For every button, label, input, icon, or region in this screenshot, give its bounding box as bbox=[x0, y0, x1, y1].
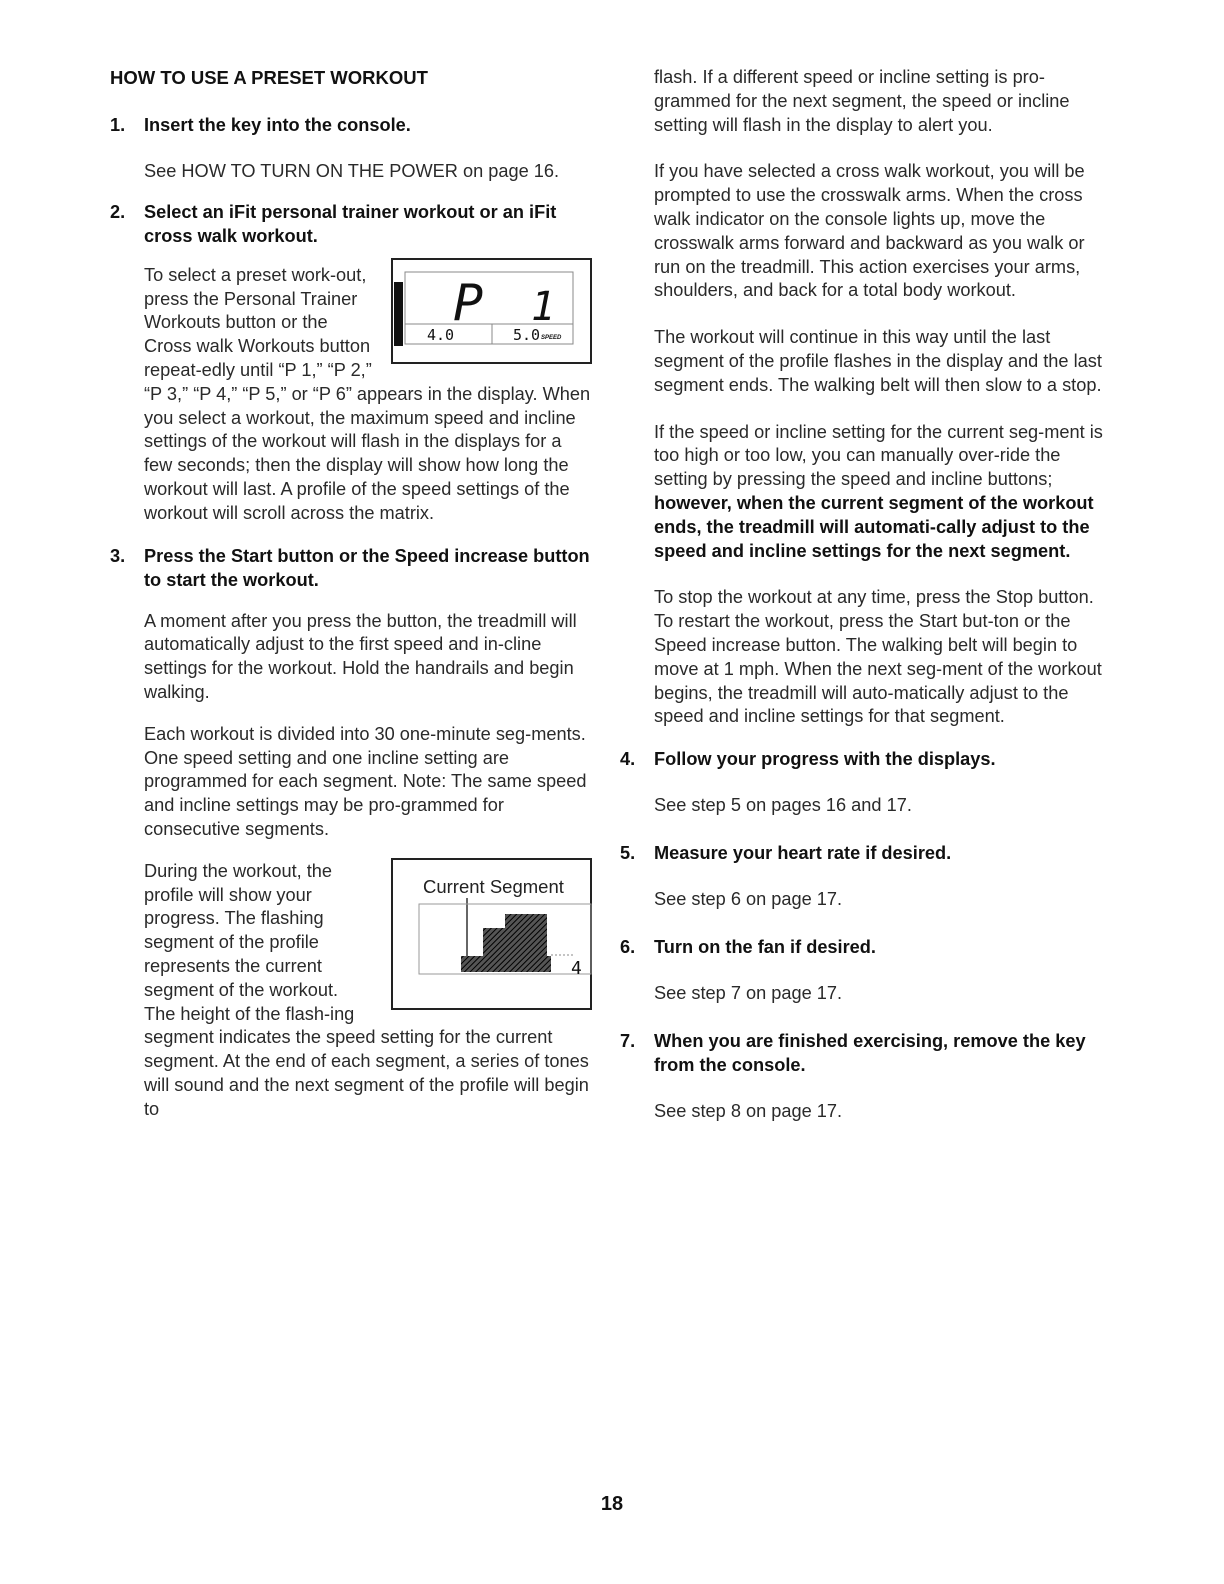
step-3 bbox=[110, 544, 592, 592]
step-4 bbox=[620, 747, 1110, 771]
step-number: 3. bbox=[110, 545, 126, 566]
right-paragraph-2: If you have selected a cross walk workout, you will be prompted to use the crosswalk arms. When the cross walk indicator on the console lights up, move the crosswalk arms forward and backward as you walk or run on the treadmill. This action exercises your arms, shoulders, and back for a total body workout. bbox=[654, 161, 1085, 301]
step-5-text: See step 6 on page 17. bbox=[654, 888, 843, 909]
step-number: 2. bbox=[110, 201, 126, 222]
step-1 bbox=[110, 113, 592, 137]
step-number: 6. bbox=[620, 936, 636, 957]
speed-label: SPEED bbox=[541, 334, 562, 341]
console-display-illustration bbox=[391, 258, 592, 364]
step-6 bbox=[620, 935, 1110, 959]
step-number: 1. bbox=[110, 115, 126, 135]
step-number: 7. bbox=[620, 1030, 636, 1051]
step-7 bbox=[620, 1029, 1110, 1077]
profile-value-fragment: 4 bbox=[571, 957, 582, 979]
step-title: Select an iFit personal trainer workout or an iFit cross walk workout. bbox=[144, 201, 557, 246]
step-number: 5. bbox=[620, 842, 636, 863]
right-paragraph-5: To stop the workout at any time, press the Stop button. To restart the workout, press the Start but-ton or the Speed increase button. The walking belt will begin to move at 1 mph. When the next seg-ment of the workout begins, the treadmill will auto-matically adjust to the speed and incline settings for that segment. bbox=[654, 587, 1102, 727]
console-display-figure bbox=[391, 258, 592, 369]
display-frame bbox=[392, 259, 591, 363]
right-column bbox=[620, 66, 1110, 1123]
right-paragraph-3: The workout will continue in this way until the last segment of the profile flashes in the display and the last segment ends. The walking belt will then slow to a stop. bbox=[654, 327, 1102, 395]
step-3-paragraph-3: During the workout, the profile will show your progress. The flashing segment of the profile represents the current segment of the workout. The height of the flash-ing segment indicates the speed setting for the current segment. At the end of each segment, a series of tones will sound and the next segment of the profile will begin to bbox=[144, 860, 589, 1119]
program-number: 1 bbox=[531, 283, 556, 330]
step-title: Press the Start button or the Speed increase button to start the workout. bbox=[144, 545, 590, 590]
page-number: 18 bbox=[600, 1493, 624, 1515]
step-3-paragraph-1: A moment after you press the button, the treadmill will automatically adjust to the first speed and in-cline settings for the workout. Hold the handrails and begin walking. bbox=[144, 610, 577, 702]
profile-display-figure bbox=[391, 858, 592, 1015]
override-warning: however, when the current segment of the workout ends, the treadmill will automati-cally adjust to the speed and incline settings for the next segment. bbox=[654, 492, 1094, 561]
override-text: If the speed or incline setting for the current seg-ment is too high or too low, you can manually over-ride the setting by pressing the speed and incline buttons; bbox=[654, 421, 1103, 490]
step-number: 4. bbox=[620, 749, 636, 770]
current-segment-label: Current Segment bbox=[423, 875, 564, 897]
step-4-text: See step 5 on pages 16 and 17. bbox=[654, 795, 912, 816]
profile-display-illustration bbox=[391, 858, 592, 1010]
step-1-text: See HOW TO TURN ON THE POWER on page 16. bbox=[144, 161, 560, 181]
step-7-text: See step 8 on page 17. bbox=[654, 1100, 843, 1121]
incline-value: 4.0 bbox=[427, 325, 455, 344]
left-column bbox=[110, 66, 592, 1122]
step-2 bbox=[110, 200, 592, 248]
step-2-text: To select a preset work-out, press the Personal Trainer Workouts button or the Cross walk Workouts button repeat-edly until “P 1,” “P 2,” “P 3,” “P 4,” “P 5,” or “P 6” appears in the display. When you select a workout, the maximum speed and incline settings of the workout will flash in the displays for a few seconds; then the display will show how long the workout will last. A profile of the speed settings of the workout will scroll across the matrix. bbox=[144, 264, 591, 523]
step-title: When you are finished exercising, remove the key from the console. bbox=[654, 1030, 1086, 1075]
step-title: Measure your heart rate if desired. bbox=[654, 842, 952, 863]
step-title: Turn on the fan if desired. bbox=[654, 936, 876, 957]
current-segment-bar bbox=[505, 914, 547, 972]
step-3-paragraph-2: Each workout is divided into 30 one-minute seg-ments. One speed setting and one incline setting are programmed for each segment. Note: The same speed and incline settings may be pro-grammed for consecutive segments. bbox=[144, 723, 587, 839]
step-2-body bbox=[144, 264, 592, 526]
speed-value: 5.0 bbox=[513, 325, 541, 344]
step-5 bbox=[620, 841, 1110, 865]
step-3-profile-paragraph bbox=[144, 860, 592, 1122]
step-title: Follow your progress with the displays. bbox=[654, 749, 996, 770]
program-letter: P bbox=[453, 273, 484, 332]
step-6-text: See step 7 on page 17. bbox=[654, 982, 843, 1003]
step-title: Insert the key into the console. bbox=[144, 115, 411, 135]
page-title: HOW TO USE A PRESET WORKOUT bbox=[110, 67, 428, 88]
right-paragraph-4 bbox=[654, 421, 1110, 564]
right-paragraph-1: flash. If a different speed or incline setting is pro-grammed for the next segment, the speed or incline setting will flash in the display to alert you. bbox=[654, 67, 1070, 135]
display-bezel bbox=[394, 282, 403, 346]
